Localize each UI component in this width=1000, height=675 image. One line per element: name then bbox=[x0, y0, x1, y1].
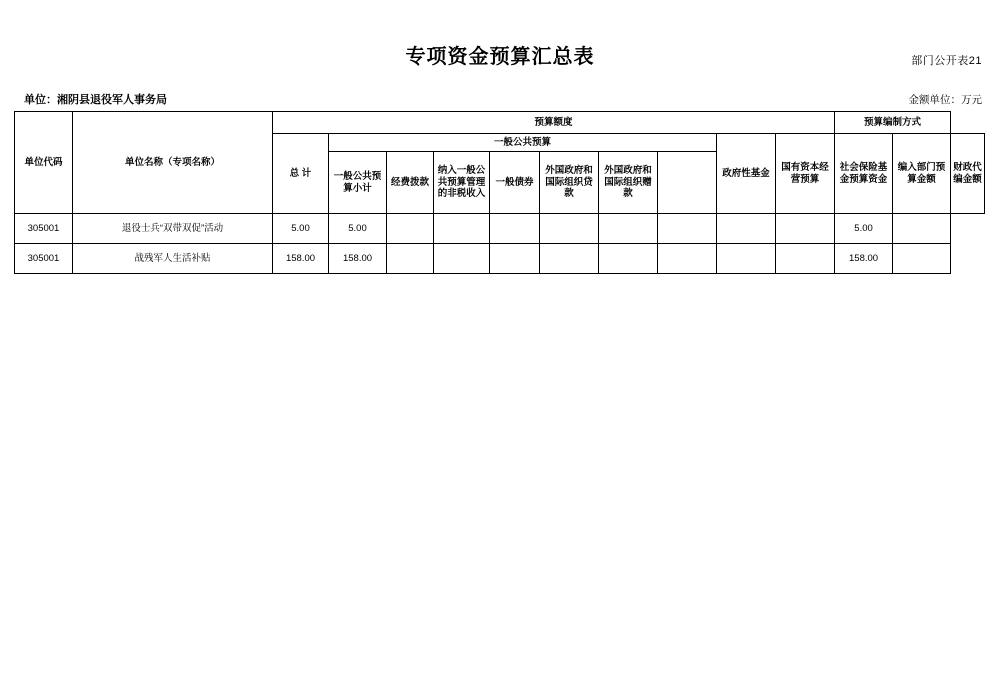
header-foreign-gov-grant: 外国政府和国际组织赠款 bbox=[599, 152, 658, 214]
header-general-public-budget: 一般公共预算 bbox=[329, 134, 717, 152]
header-budget-quota: 预算额度 bbox=[273, 112, 835, 134]
cell-dept-budget-amount: 158.00 bbox=[835, 244, 893, 274]
cell-fiscal-reserve bbox=[893, 214, 951, 244]
header-foreign-gov-loan: 外国政府和国际组织贷款 bbox=[540, 152, 599, 214]
cell-foreign-gov-loan bbox=[540, 214, 599, 244]
header-dept-budget-amount: 编入部门预算金额 bbox=[893, 134, 951, 214]
cell-non-tax-income bbox=[434, 214, 490, 244]
header-general-public-sub: 一般公共预算小计 bbox=[329, 152, 387, 214]
cell-social-insurance bbox=[776, 244, 835, 274]
cell-unit-name: 战残军人生活补贴 bbox=[73, 244, 273, 274]
header-general-bond: 一般债券 bbox=[490, 152, 540, 214]
amount-unit-label: 金额单位：万元 bbox=[908, 94, 982, 106]
cell-gov-fund bbox=[658, 244, 717, 274]
header-gov-fund: 政府性基金 bbox=[717, 134, 776, 214]
cell-dept-budget-amount: 5.00 bbox=[835, 214, 893, 244]
cell-fee-allocation bbox=[387, 244, 434, 274]
cell-general-bond bbox=[490, 214, 540, 244]
header-unit-name: 单位名称（专项名称） bbox=[73, 112, 273, 214]
document-page bbox=[0, 40, 1000, 675]
table-row bbox=[15, 214, 985, 244]
cell-unit-code: 305001 bbox=[15, 214, 73, 244]
header-budget-method: 预算编制方式 bbox=[835, 112, 951, 134]
cell-fiscal-reserve bbox=[893, 244, 951, 274]
header-state-capital: 国有资本经营预算 bbox=[776, 134, 835, 214]
cell-general-public-sub: 158.00 bbox=[329, 244, 387, 274]
cell-general-bond bbox=[490, 244, 540, 274]
cell-general-public-sub: 5.00 bbox=[329, 214, 387, 244]
header-social-insurance: 社会保险基金预算资金 bbox=[835, 134, 893, 214]
unit-label: 单位：湘阴县退役军人事务局 bbox=[24, 94, 167, 106]
header-unit-code: 单位代码 bbox=[15, 112, 73, 214]
cell-non-tax-income bbox=[434, 244, 490, 274]
budget-summary-table bbox=[14, 111, 985, 274]
cell-total: 5.00 bbox=[273, 214, 329, 244]
cell-unit-name: 退役士兵“双带双促”活动 bbox=[73, 214, 273, 244]
header-fiscal-reserve: 财政代编金额 bbox=[951, 134, 985, 214]
cell-foreign-gov-grant bbox=[599, 244, 658, 274]
header-total: 总 计 bbox=[273, 134, 329, 214]
form-tag: 部门公开表21 bbox=[911, 55, 982, 67]
cell-total: 158.00 bbox=[273, 244, 329, 274]
header-row-1 bbox=[15, 112, 985, 134]
header-non-tax-income: 纳入一般公共预算管理的非税收入 bbox=[434, 152, 490, 214]
cell-foreign-gov-loan bbox=[540, 244, 599, 274]
table-row bbox=[15, 244, 985, 274]
cell-unit-code: 305001 bbox=[15, 244, 73, 274]
page-title: 专项资金预算汇总表 bbox=[405, 46, 595, 68]
cell-foreign-gov-grant bbox=[599, 214, 658, 244]
cell-state-capital bbox=[717, 244, 776, 274]
cell-fee-allocation bbox=[387, 214, 434, 244]
header-fee-allocation: 经费拨款 bbox=[387, 152, 434, 214]
cell-gov-fund bbox=[658, 214, 717, 244]
cell-social-insurance bbox=[776, 214, 835, 244]
table-header bbox=[15, 112, 985, 214]
meta-row bbox=[14, 91, 986, 107]
cell-state-capital bbox=[717, 214, 776, 244]
table-body bbox=[15, 214, 985, 274]
